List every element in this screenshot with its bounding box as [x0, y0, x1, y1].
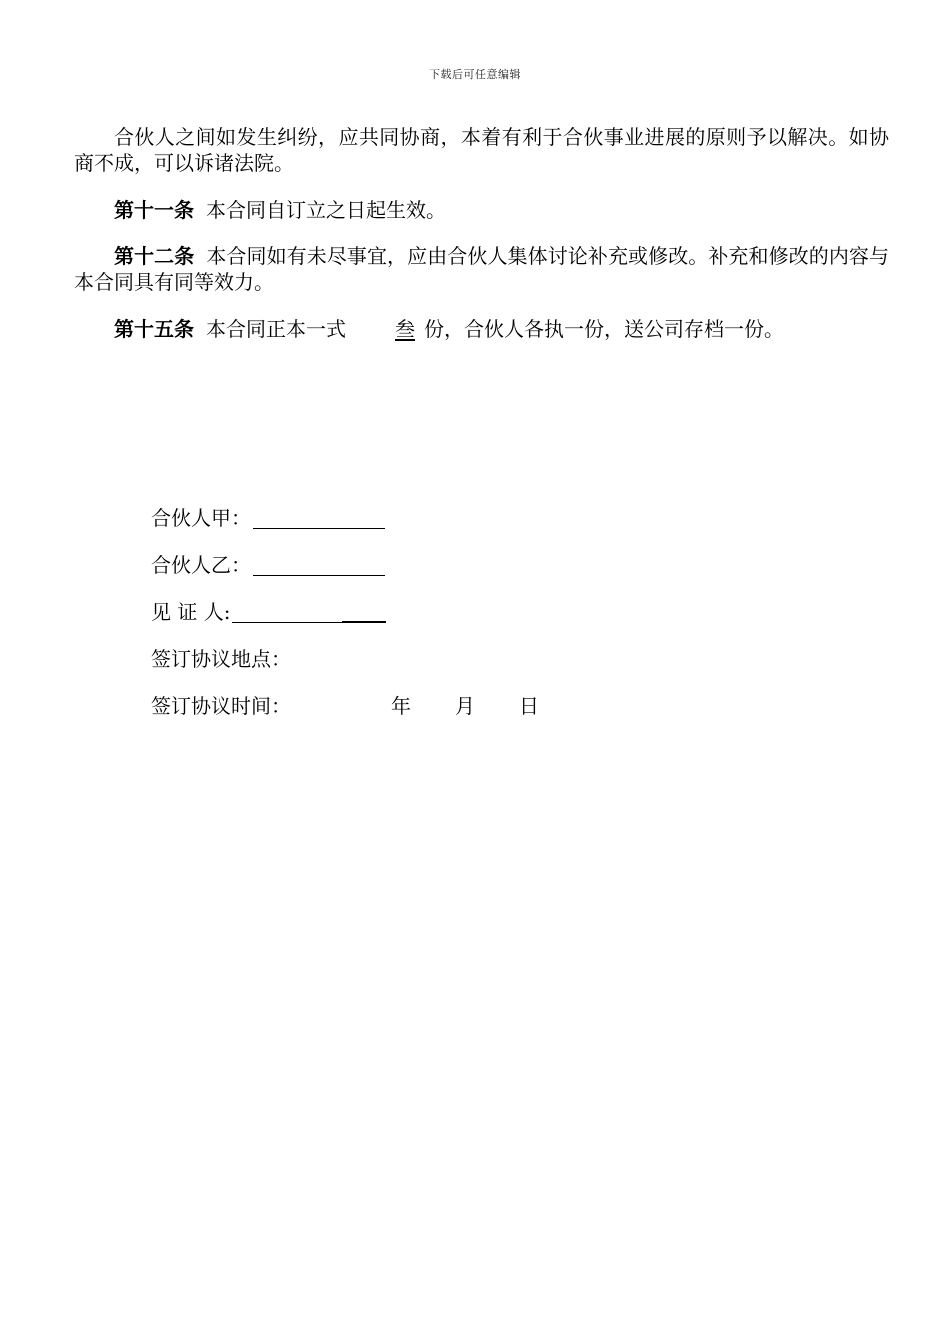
witness-signature-field-end: [342, 601, 386, 623]
dispute-paragraph: 合伙人之间如发生纠纷，应共同协商，本着有利于合伙事业进展的原则予以解决。如协商不成，可以诉诸法院。: [74, 125, 889, 175]
header-note: 下载后可任意编辑: [429, 68, 521, 81]
article-15-text-before: 本合同正本一式: [206, 317, 346, 341]
article-11: [74, 197, 889, 223]
article-12-label: 第十二条: [114, 244, 195, 268]
day-label: 日: [519, 694, 539, 718]
signing-time-label: 签订协议时间：: [151, 694, 291, 718]
witness-row: [151, 599, 386, 625]
partner-a-signature-field[interactable]: [253, 508, 385, 529]
partner-b-row: [151, 552, 385, 578]
partner-a-label: 合伙人甲：: [151, 506, 251, 530]
signing-time-row: [151, 693, 539, 719]
witness-label: 见 证 人:: [151, 600, 231, 624]
partner-b-label: 合伙人乙：: [151, 553, 251, 577]
article-15-label: 第十五条: [114, 317, 194, 341]
signing-place-label: 签订协议地点：: [151, 647, 291, 671]
partner-a-row: [151, 505, 385, 531]
article-11-label: 第十一条: [114, 198, 194, 222]
article-12: [74, 243, 889, 295]
partner-b-signature-field[interactable]: [253, 555, 385, 576]
article-15: [74, 316, 889, 342]
year-label: 年: [391, 694, 411, 718]
article-15-text-after: 份，合伙人各执一份，送公司存档一份。: [424, 317, 784, 341]
signing-place-row: [151, 646, 291, 672]
witness-signature-field[interactable]: [232, 602, 342, 623]
article-11-text: 本合同自订立之日起生效。: [206, 198, 446, 222]
article-12-text: 本合同如有未尽事宜，应由合伙人集体讨论补充或修改。补充和修改的内容与本合同具有同等效力。: [74, 244, 890, 294]
copies-count-field[interactable]: 叁: [395, 317, 415, 341]
month-label: 月: [455, 694, 475, 718]
